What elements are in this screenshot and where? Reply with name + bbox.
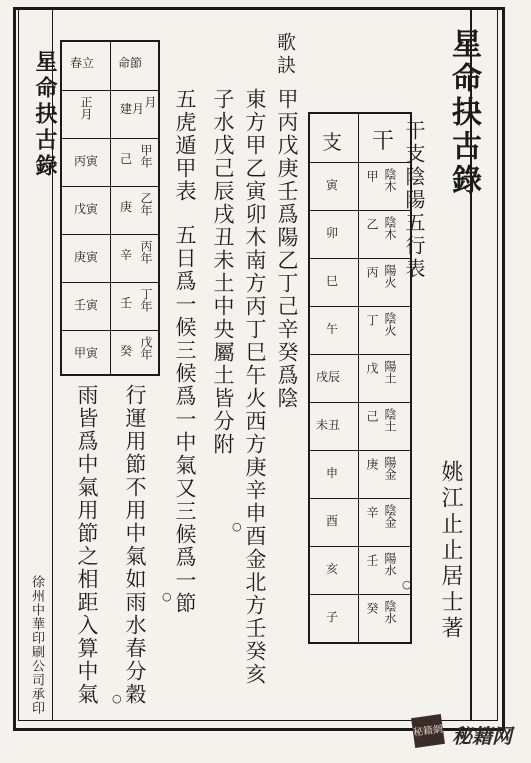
- wuhu-left-cell: 庚寅: [74, 250, 99, 264]
- text-line-6: 行運用節不用中氣如雨水春分穀: [123, 384, 147, 706]
- wuhu-right-side: 戊年: [139, 336, 153, 360]
- section-gejue: 歌訣: [274, 32, 296, 78]
- gan-cell: 庚: [365, 458, 379, 470]
- wuhu-left-cell: 丙寅: [74, 154, 99, 168]
- punct-mark: ○: [402, 578, 412, 591]
- yy-cell: 陰水: [383, 600, 397, 624]
- wuhu-left-cell: 正月: [79, 96, 93, 120]
- gan-cell: 乙: [365, 218, 379, 230]
- zhi-cell: 寅: [326, 178, 339, 192]
- yy-cell: 陽火: [383, 264, 397, 288]
- text-line-3: 子水戊己辰戌丑未土中央屬土皆分附: [211, 88, 235, 456]
- zhi-cell: 巳: [326, 274, 339, 288]
- wuhu-header-left: 春立: [70, 56, 95, 70]
- wuhu-right-side: 月: [143, 96, 157, 108]
- gan-cell: 癸: [365, 602, 379, 614]
- zhi-cell: 亥: [326, 562, 339, 576]
- gan-cell: 丁: [365, 314, 379, 326]
- wuhu-right-side: 丁年: [139, 288, 153, 312]
- yy-cell: 陰土: [383, 408, 397, 432]
- seal-stamp: 秘籍網: [411, 714, 445, 748]
- wuhu-right-cell: 辛: [120, 248, 133, 262]
- zhi-cell: 戌辰: [316, 370, 341, 384]
- yy-cell: 陽金: [383, 456, 397, 480]
- punct-mark: ○: [112, 692, 122, 705]
- yy-cell: 陽土: [383, 360, 397, 384]
- gan-cell: 丙: [365, 266, 379, 278]
- punct-mark: ○: [232, 520, 242, 533]
- punct-mark: ○: [162, 590, 172, 603]
- yy-cell: 陰木: [383, 216, 397, 240]
- wuhu-right-cell: 壬: [120, 296, 133, 310]
- text-line-2: 東方甲乙寅卯木南方丙丁巳午火西方庚辛申酉金北方壬癸亥: [243, 88, 267, 686]
- running-head: 星命抉古錄: [32, 50, 58, 180]
- author-line: 姚江止止居士著: [438, 460, 463, 642]
- header-gan: 干: [372, 129, 395, 154]
- wuhu-header-right: 命節: [118, 56, 143, 70]
- zhi-cell: 子: [326, 610, 339, 624]
- table-title: 干支陰陽五行表: [402, 120, 426, 281]
- ganzhi-table: [308, 112, 412, 644]
- header-zhi: 支: [322, 130, 342, 154]
- gan-cell: 戊: [365, 362, 379, 374]
- wuhu-right-side: 丙年: [139, 240, 153, 264]
- wuhu-right-cell: 庚: [120, 200, 133, 214]
- yy-cell: 陰金: [383, 504, 397, 528]
- text-line-4: 五虎遁甲表: [173, 88, 197, 203]
- text-line-5: 五日爲一候三候爲一中氣又三候爲一節: [173, 224, 197, 615]
- gan-cell: 辛: [365, 506, 379, 518]
- wuhu-left-cell: 戊寅: [74, 202, 99, 216]
- text-line-7: 雨皆爲中氣用節之相距入算中氣: [75, 384, 99, 706]
- yy-cell: 陽水: [383, 552, 397, 576]
- wuhu-right-side: 甲年: [139, 144, 153, 168]
- wuhu-left-cell: 甲寅: [74, 346, 99, 360]
- printer-line: 徐州中華印刷公司承印: [29, 575, 44, 715]
- zhi-cell: 申: [326, 466, 339, 480]
- wuhu-right-cell: 建月: [120, 102, 145, 116]
- text-line-1: 甲丙戊庚壬爲陽乙丁己辛癸爲陰: [275, 88, 299, 410]
- zhi-cell: 卯: [326, 226, 339, 240]
- wuhu-right-side: 乙年: [139, 192, 153, 216]
- wuhu-right-cell: 己: [120, 152, 133, 166]
- book-title: 星命抉古錄: [446, 28, 481, 198]
- wuhu-table: [60, 40, 160, 376]
- gan-cell: 甲: [365, 170, 379, 182]
- wuhu-right-cell: 癸: [120, 344, 133, 358]
- gan-cell: 壬: [365, 554, 379, 566]
- yy-cell: 陰火: [383, 312, 397, 336]
- gan-cell: 己: [365, 410, 379, 422]
- yy-cell: 陰木: [383, 168, 397, 192]
- zhi-cell: 未丑: [316, 418, 341, 432]
- zhi-cell: 酉: [326, 514, 339, 528]
- wuhu-left-cell: 壬寅: [74, 298, 99, 312]
- zhi-cell: 午: [326, 322, 339, 336]
- site-logo: 秘籍网: [452, 724, 512, 748]
